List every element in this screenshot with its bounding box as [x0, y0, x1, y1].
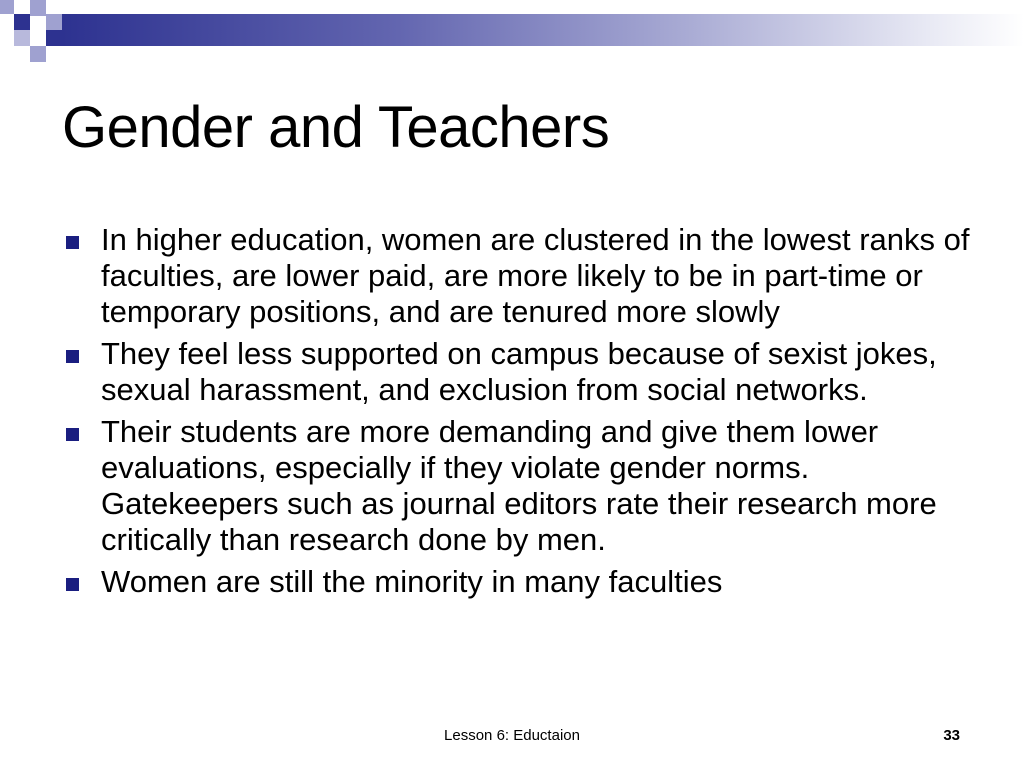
bullet-item [62, 336, 972, 408]
bullet-list [62, 222, 972, 606]
bullet-item [62, 222, 972, 330]
decor-square-light [30, 46, 46, 62]
footer-lesson-label: Lesson 6: Eductaion [444, 727, 580, 744]
bullet-text: They feel less supported on campus because of sexist jokes, sexual harassment, and exclusion from social networks. [101, 336, 937, 407]
decor-square-light [46, 14, 62, 30]
bullet-text: Their students are more demanding and give them lower evaluations, especially if they violate gender norms. Gatekeepers such as journal editors rate their research more critically than research done by men. [101, 414, 937, 557]
bullet-item [62, 414, 972, 558]
decor-square-dark [14, 14, 30, 30]
bullet-text: In higher education, women are clustered in the lowest ranks of faculties, are lower paid, are more likely to be in part-time or temporary positions, and are tenured more slowly [101, 222, 970, 329]
square-bullet-icon [66, 578, 79, 591]
decor-square-light [30, 0, 46, 16]
header-gradient-bar [62, 14, 1024, 46]
decor-square-light [0, 0, 14, 14]
decor-square-light [14, 30, 30, 46]
square-bullet-icon [66, 350, 79, 363]
decor-square-dark [46, 30, 62, 46]
slide-page-number: 33 [943, 727, 960, 744]
square-bullet-icon [66, 428, 79, 441]
bullet-text: Women are still the minority in many faculties [101, 564, 723, 599]
square-bullet-icon [66, 236, 79, 249]
bullet-item [62, 564, 972, 600]
slide-title: Gender and Teachers [62, 95, 610, 160]
